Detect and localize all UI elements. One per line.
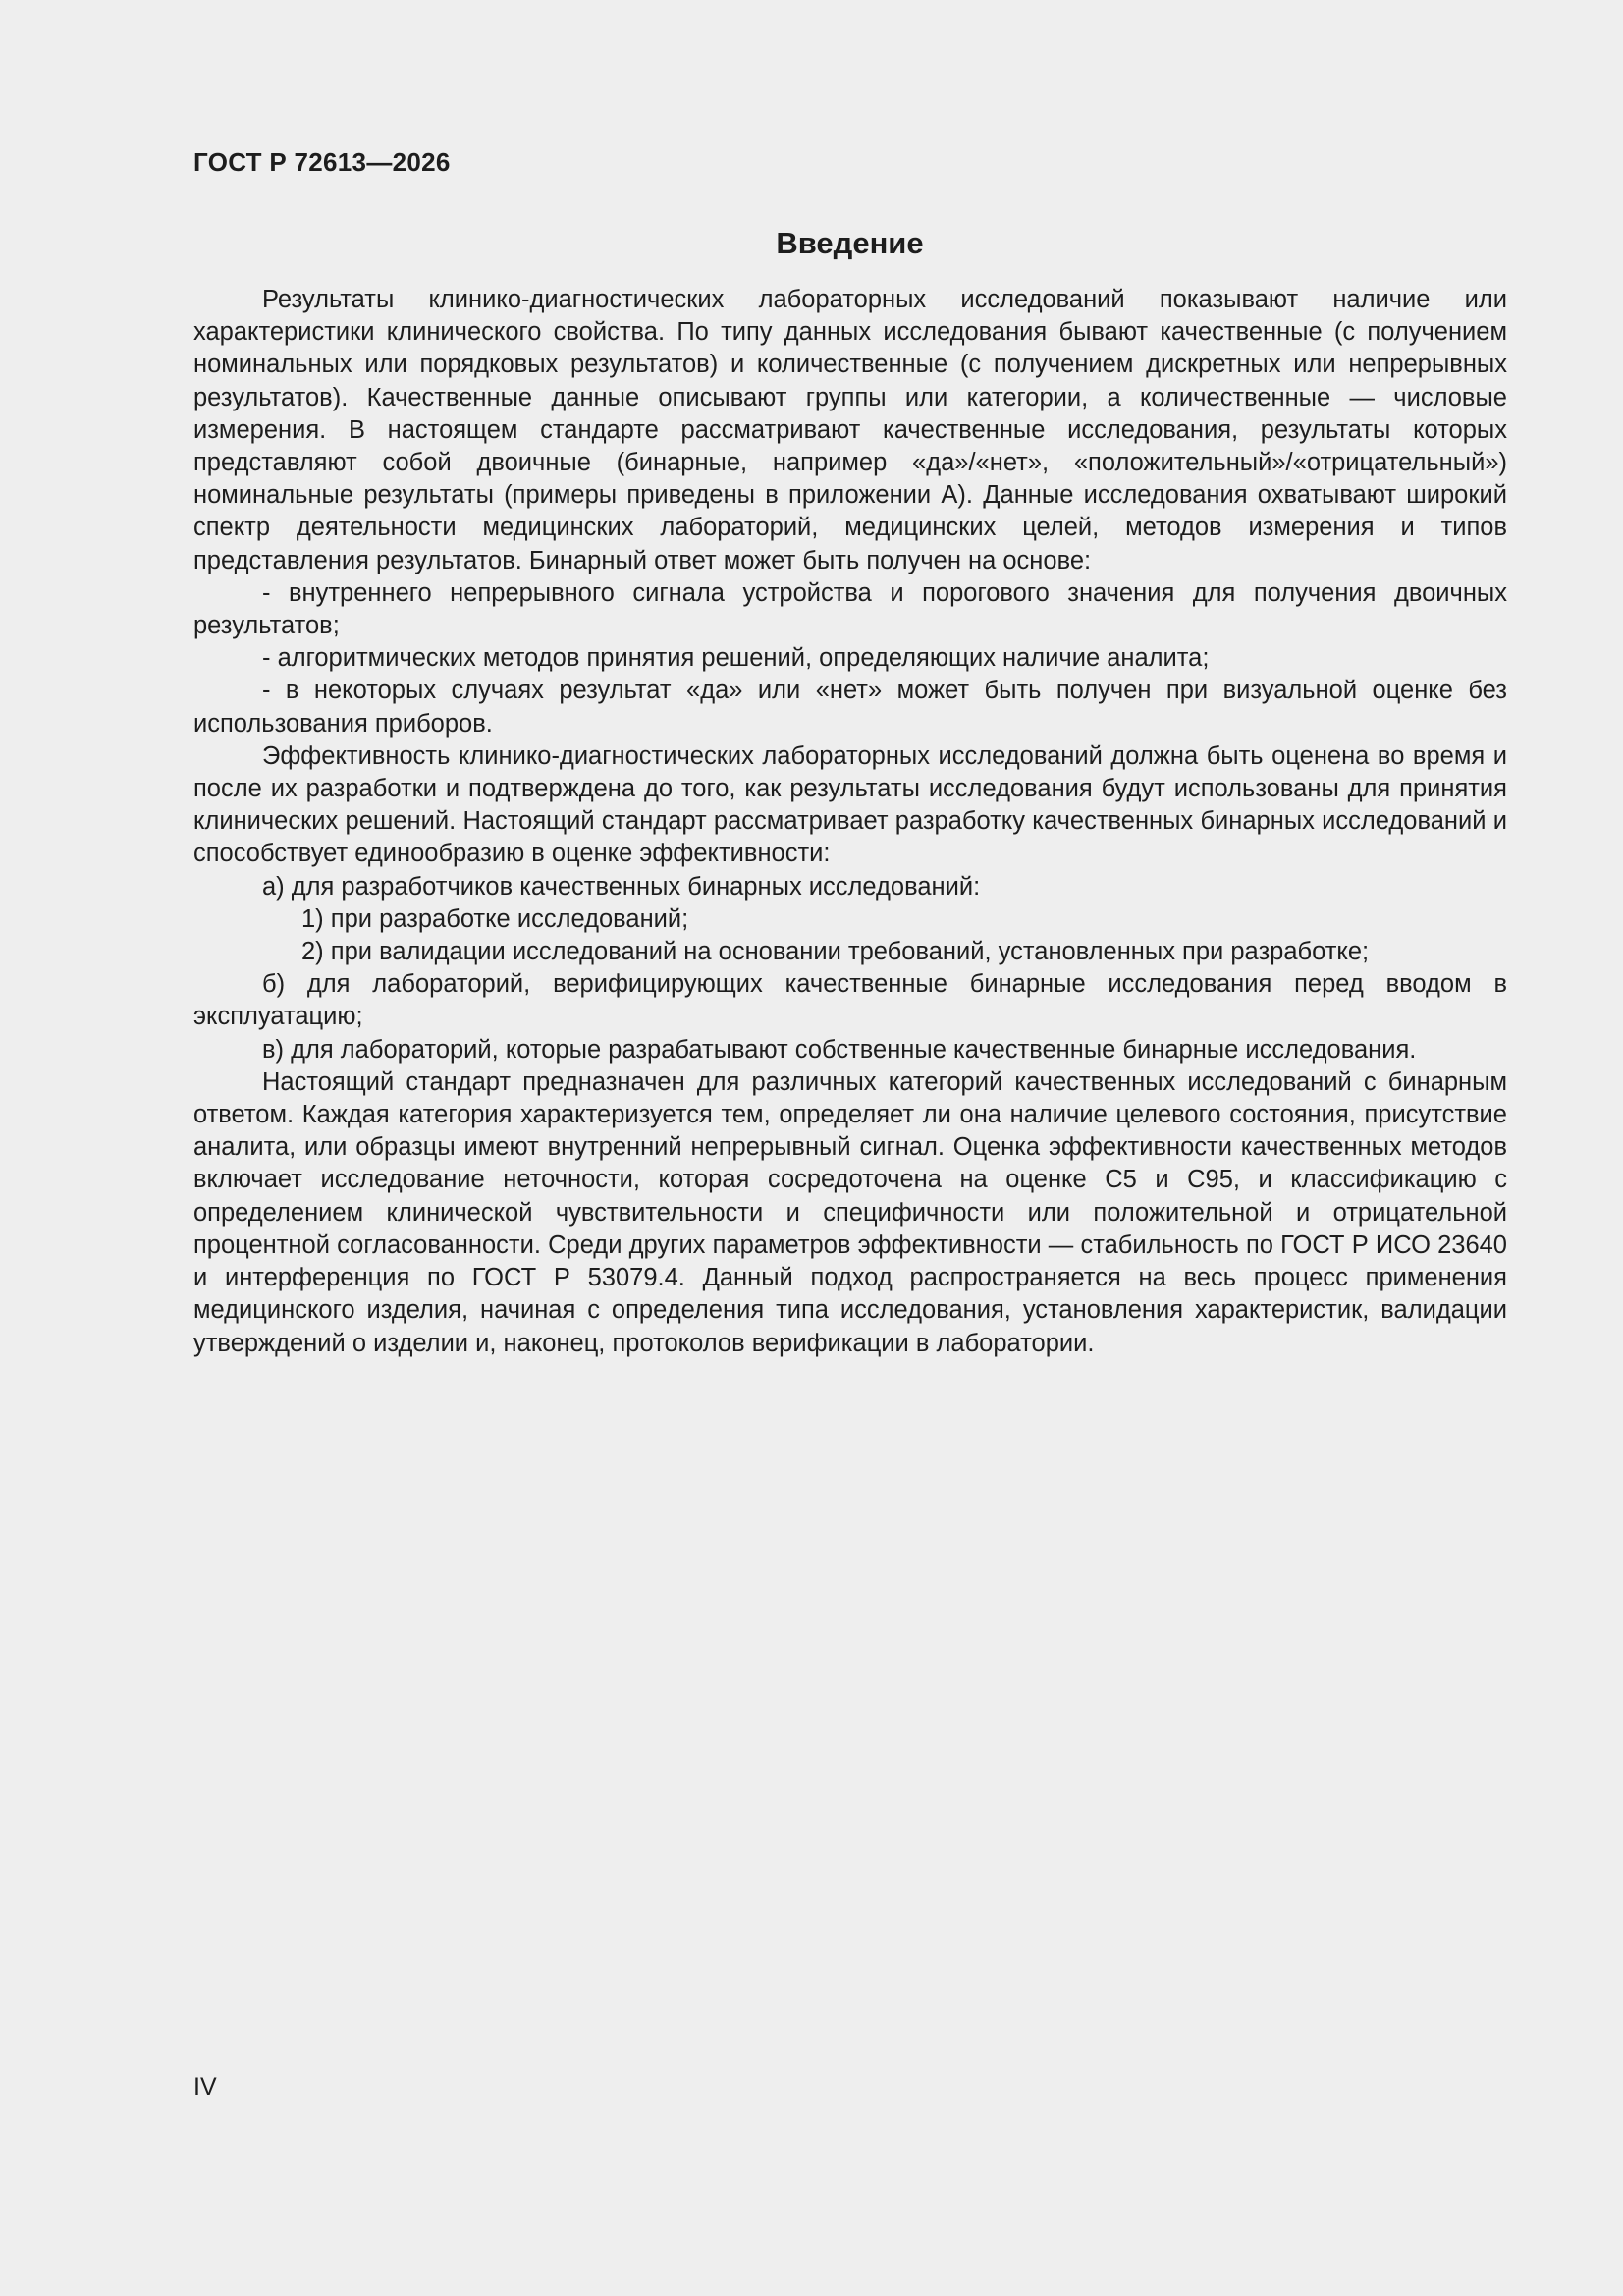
section-title: Введение: [776, 226, 924, 260]
list-item: - внутреннего непрерывного сигнала устройства и порогового значения для получения двоичных результатов;: [193, 578, 1507, 640]
list-item: в) для лабораторий, которые разрабатывают собственные качественные бинарные исследования.: [262, 1035, 1417, 1064]
page-number: IV: [193, 2073, 217, 2101]
sublist-item: 2) при валидации исследований на основании требований, установленных при разработке;: [301, 938, 1370, 966]
body-text: [193, 284, 1507, 1360]
paragraph: Настоящий стандарт предназначен для различных категорий качественных исследований с бинарным ответом. Каждая категория характеризуется тем, определяет ли она наличие целевого состояния, присутствие аналита, или образцы имеют внутренний непрерывный сигнал. Оценка эффективности качественных методов включает исследование неточности, которая сосредоточена на оценке С5 и С95, и классификацию с определением клинической чувствительности и специфичности или положительной и отрицательной процентной согласованности. Среди других параметров эффективности — стабильность по ГОСТ Р ИСО 23640 и интерференция по ГОСТ Р 53079.4. Данный подход распространяется на весь процесс применения медицинского изделия, начиная с определения типа исследования, установления характеристик, валидации утверждений о изделии и, наконец, протоколов верификации в лаборатории.: [193, 1067, 1507, 1357]
sublist-item: 1) при разработке исследований;: [301, 904, 689, 933]
paragraph: Эффективность клинико-диагностических лабораторных исследований должна быть оценена во время и после их разработки и подтверждена до того, как результаты исследования будут использованы для принятия клинических решений. Настоящий стандарт рассматривает разработку качественных бинарных исследований и способствует единообразию в оценке эффективности:: [193, 741, 1507, 868]
list-item: - в некоторых случаях результат «да» или «нет» может быть получен при визуальной оценке без использования приборов.: [193, 677, 1507, 738]
list-item: б) для лабораторий, верифицирующих качественные бинарные исследования перед вводом в эксплуатацию;: [193, 970, 1507, 1031]
list-item: - алгоритмических методов принятия решений, определяющих наличие аналита;: [262, 644, 1210, 673]
list-item: а) для разработчиков качественных бинарных исследований:: [262, 872, 981, 901]
paragraph: Результаты клинико-диагностических лабораторных исследований показывают наличие или характеристики клинического свойства. По типу данных исследования бывают качественные (с получением номинальных или порядковых результатов) и количественные (с получением дискретных или непрерывных результатов). Качественные данные описывают группы или категории, а количественные — числовые измерения. В настоящем стандарте рассматривают качественные исследования, результаты которых представляют собой двоичные (бинарные, например «да»/«нет», «положительный»/«отрицательный») номинальные результаты (примеры приведены в приложении А). Данные исследования охватывают широкий спектр деятельности медицинских лабораторий, медицинских целей, методов измерения и типов представления результатов. Бинарный ответ может быть получен на основе:: [193, 286, 1507, 574]
document-header: ГОСТ Р 72613—2026: [193, 147, 451, 177]
